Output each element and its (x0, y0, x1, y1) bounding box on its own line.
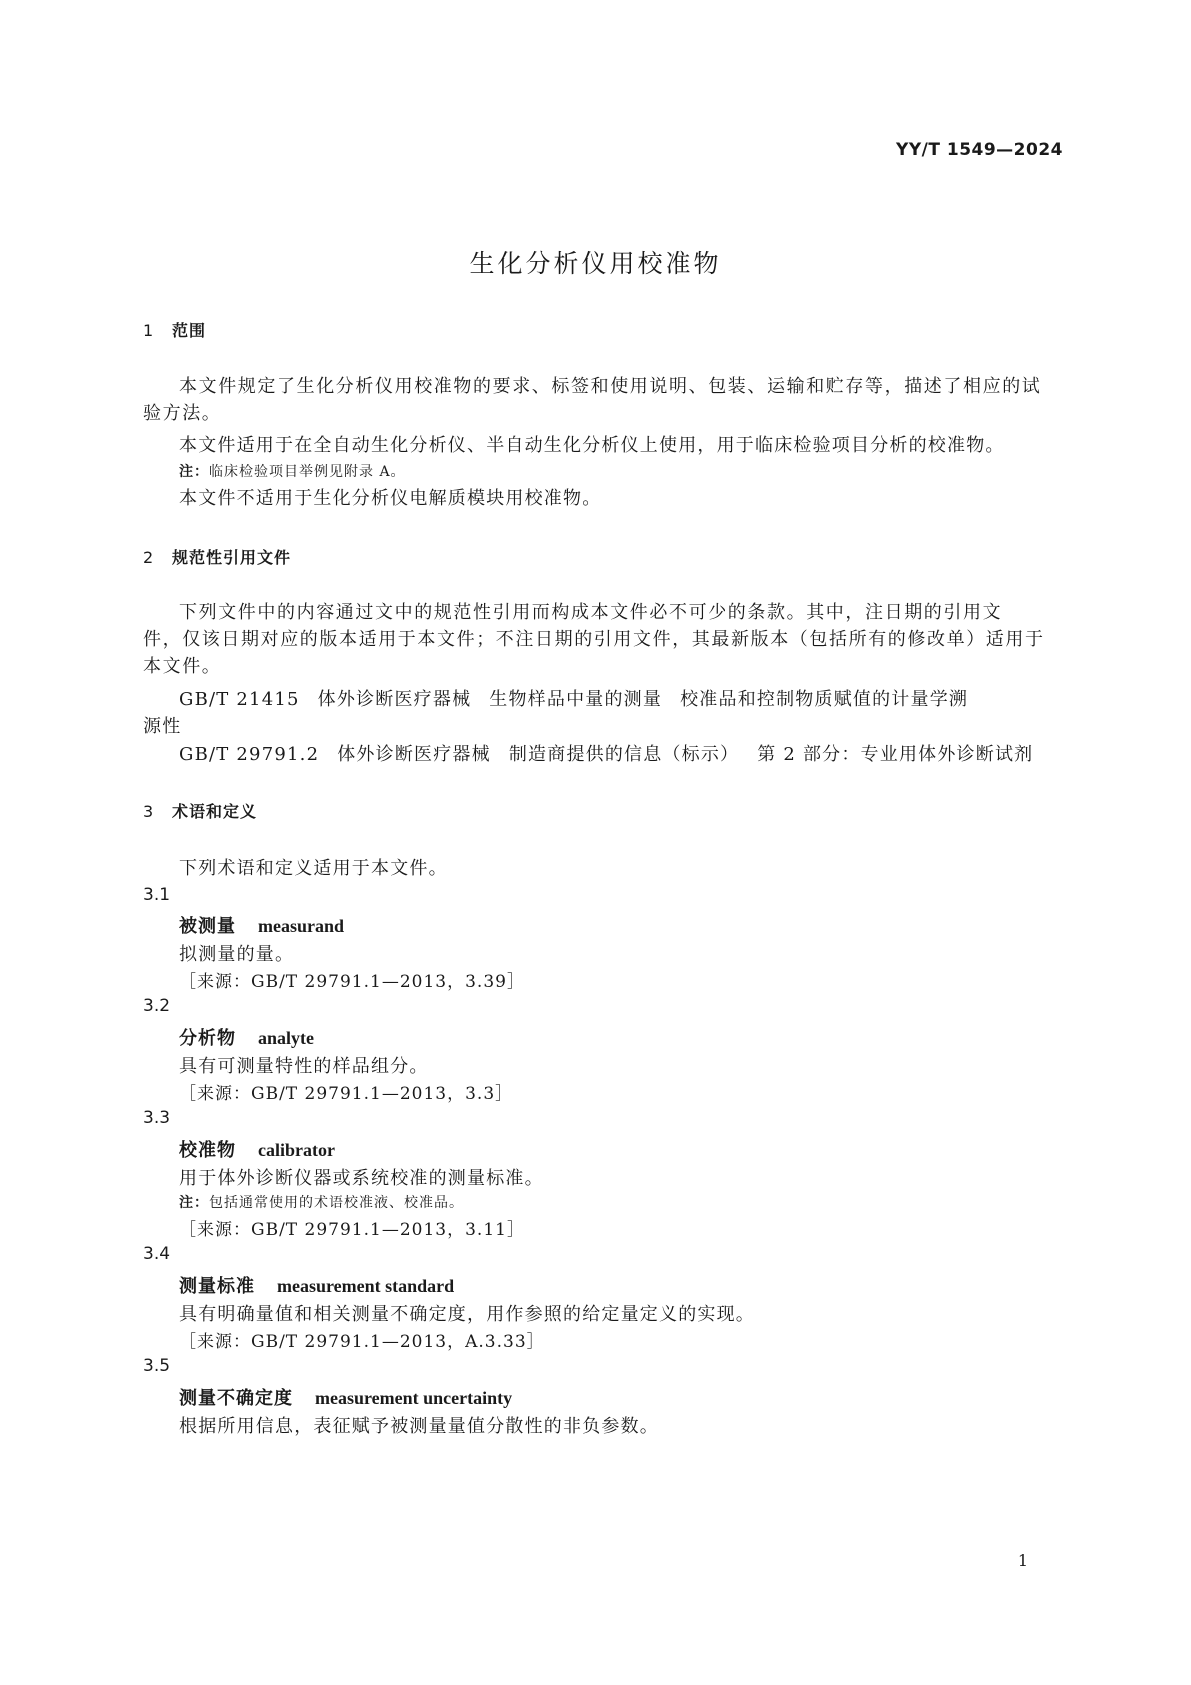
normative-reference-continuation: 源性 (143, 716, 182, 737)
page-number: 1 (1017, 1551, 1028, 1570)
term-definition: 拟测量的量。 (179, 944, 295, 965)
term-number: 3.4 (143, 1244, 171, 1264)
term-number: 3.3 (143, 1108, 171, 1128)
term-source: ［来源：GB/T 29791.1—2013，3.3］ (179, 1084, 514, 1104)
term-number: 3.5 (143, 1356, 171, 1376)
section-3-intro: 下列术语和定义适用于本文件。 (179, 858, 448, 879)
term-source: ［来源：GB/T 29791.1—2013，3.39］ (179, 972, 525, 992)
section-1-heading: 1 范围 (143, 321, 207, 340)
term-note: 注：包括通常使用的术语校准液、校准品。 (179, 1195, 464, 1211)
normative-reference: GB/T 29791.2 体外诊断医疗器械 制造商提供的信息（标示） 第 2 部分：专业用体外诊断试剂 (179, 744, 1034, 765)
term-heading: 校准物 calibrator (179, 1140, 335, 1161)
normative-reference: GB/T 21415 体外诊断医疗器械 生物样品中量的测量 校准品和控制物质赋值的计量学溯 (179, 689, 969, 710)
section-2-intro: 下列文件中的内容通过文中的规范性引用而构成本文件必不可少的条款。其中，注日期的引用文 件，仅该日期对应的版本适用于本文件；不注日期的引用文件，其最新版本（包括所有的修改单）适用于 本文件。 (143, 602, 1045, 677)
term-source: ［来源：GB/T 29791.1—2013，3.11］ (179, 1220, 525, 1240)
term-heading: 被测量 measurand (179, 916, 345, 937)
term-heading: 分析物 analyte (179, 1028, 314, 1049)
term-number: 3.1 (143, 885, 171, 905)
section-1-paragraph-3: 本文件不适用于生化分析仪电解质模块用校准物。 (179, 488, 602, 509)
term-definition: 根据所用信息，表征赋予被测量量值分散性的非负参数。 (179, 1416, 659, 1437)
section-1-note: 注：临床检验项目举例见附录 A。 (179, 464, 406, 480)
term-heading: 测量标准 measurement standard (179, 1276, 455, 1297)
term-heading: 测量不确定度 measurement uncertainty (179, 1388, 513, 1409)
section-3-heading: 3 术语和定义 (143, 802, 258, 821)
term-definition: 具有明确量值和相关测量不确定度，用作参照的给定量定义的实现。 (179, 1304, 755, 1325)
standard-number: YY/T 1549—2024 (896, 140, 1063, 160)
term-source: ［来源：GB/T 29791.1—2013，A.3.33］ (179, 1332, 545, 1352)
term-definition: 具有可测量特性的样品组分。 (179, 1056, 429, 1077)
section-2-heading: 2 规范性引用文件 (143, 548, 292, 567)
term-definition: 用于体外诊断仪器或系统校准的测量标准。 (179, 1168, 544, 1189)
document-title: 生化分析仪用校准物 (469, 249, 722, 278)
section-1-paragraph-1: 本文件规定了生化分析仪用校准物的要求、标签和使用说明、包装、运输和贮存等，描述了相应的试 验方法。 (143, 376, 1042, 424)
section-1-paragraph-2: 本文件适用于在全自动生化分析仪、半自动生化分析仪上使用，用于临床检验项目分析的校准物。 (179, 435, 1005, 456)
term-number: 3.2 (143, 996, 171, 1016)
